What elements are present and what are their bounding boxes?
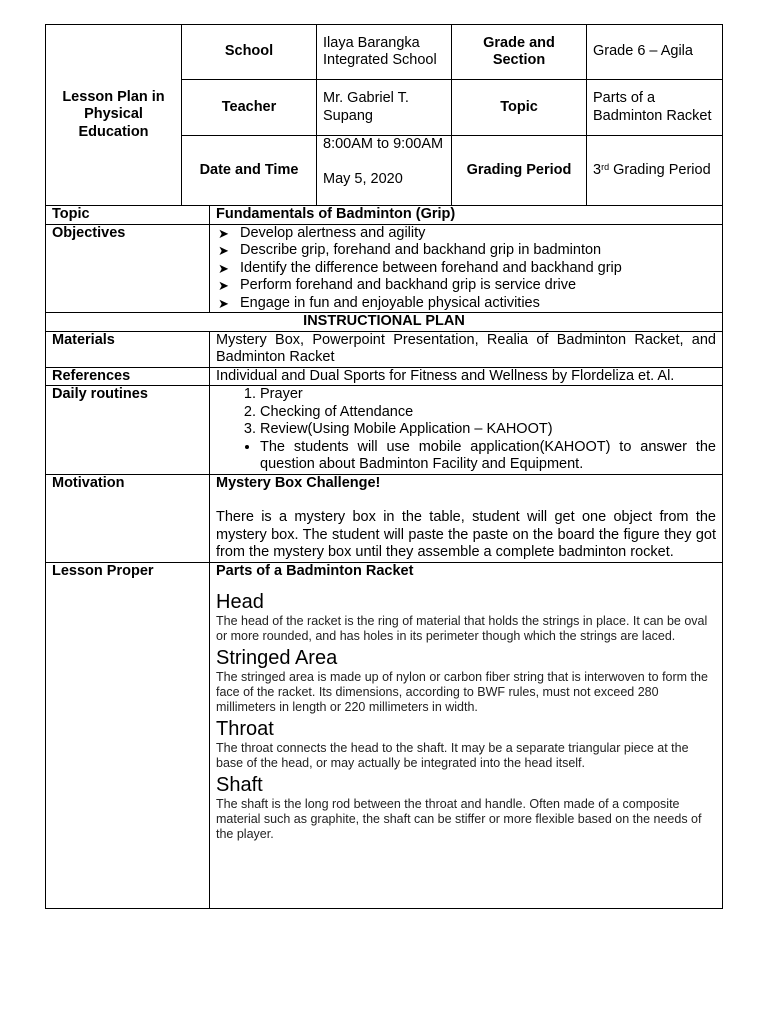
- lesson-body-table: [45, 205, 723, 909]
- teacher-value: Mr. Gabriel T. Supang: [317, 80, 452, 136]
- objectives-label: Objectives: [46, 224, 210, 313]
- motivation-title: Mystery Box Challenge!: [216, 474, 381, 491]
- objective-item: ➤ Perform forehand and backhand grip is service drive: [218, 277, 577, 293]
- references-label: References: [46, 367, 210, 386]
- date-time-value: [317, 136, 452, 206]
- grade-section-value: Grade 6 – Agila: [587, 25, 723, 80]
- daily-routines-cell: [210, 386, 723, 475]
- teacher-label: Teacher: [182, 80, 317, 136]
- time-value: 8:00AM to 9:00AM: [323, 136, 444, 152]
- school-label: School: [182, 25, 317, 80]
- section-text-throat: The throat connects the head to the shaft. It may be a separate triangular piece at the base of the head, or may actually be integrated into the head itself.: [216, 741, 689, 770]
- topic-value-header: Parts of a Badminton Racket: [587, 80, 723, 136]
- routines-note-list: [216, 439, 716, 474]
- arrow-bullet-icon: ➤: [218, 295, 229, 311]
- objective-item: ➤ Engage in fun and enjoyable physical activities: [218, 294, 540, 311]
- section-text-shaft: The shaft is the long rod between the throat and handle. Often made of a composite material such as graphite, the shaft can be stiffer or more flexible based on the needs of the player.: [216, 797, 702, 841]
- section-heading-throat: Throat: [216, 718, 274, 740]
- routines-list: [216, 386, 716, 439]
- routine-item: 2. Checking of Attendance: [260, 404, 716, 422]
- date-value: May 5, 2020: [323, 170, 403, 187]
- grade-section-label: Grade and Section: [452, 25, 587, 80]
- routines-note: • The students will use mobile application(KAHOOT) to answer the question about Badminton Facility and Equipment.: [260, 439, 716, 474]
- references-value: Individual and Dual Sports for Fitness and Wellness by Flordeliza et. Al.: [210, 367, 723, 386]
- arrow-bullet-icon: ➤: [218, 243, 229, 258]
- topic-label: Topic: [46, 206, 210, 225]
- lesson-plan-title: Lesson Plan in Physical Education: [46, 25, 182, 206]
- materials-value: Mystery Box, Powerpoint Presentation, Realia of Badminton Racket, and Badminton Racket: [210, 331, 723, 367]
- section-heading-head: Head: [216, 591, 264, 613]
- objective-item: ➤ Describe grip, forehand and backhand grip in badminton: [218, 242, 602, 258]
- header-table: [45, 24, 723, 206]
- topic-value: Fundamentals of Badminton (Grip): [210, 206, 723, 225]
- routine-item: 3. Review(Using Mobile Application – KAHOOT): [260, 421, 716, 439]
- objective-item: ➤ Identify the difference between forehand and backhand grip: [218, 259, 622, 276]
- arrow-bullet-icon: ➤: [218, 225, 229, 241]
- lesson-title: Parts of a Badminton Racket: [216, 562, 414, 579]
- materials-label: Materials: [46, 331, 210, 367]
- topic-label-header: Topic: [452, 80, 587, 136]
- motivation-label: Motivation: [46, 474, 210, 562]
- motivation-text: There is a mystery box in the table, student will get one object from the mystery box. The student will paste the paste on the board the figure they got from the mystery box until they assemble a complete badminton rocket.: [216, 509, 716, 560]
- arrow-bullet-icon: ➤: [218, 278, 229, 293]
- routine-item: 1. Prayer: [260, 386, 716, 404]
- school-value: Ilaya Barangka Integrated School: [317, 25, 452, 80]
- section-heading-shaft: Shaft: [216, 774, 263, 796]
- daily-routines-label: Daily routines: [46, 386, 210, 475]
- section-heading-stringed-area: Stringed Area: [216, 647, 338, 669]
- instructional-plan-heading: INSTRUCTIONAL PLAN: [46, 313, 723, 332]
- objective-item: ➤ Develop alertness and agility: [218, 224, 426, 241]
- lesson-proper-cell: [210, 562, 723, 908]
- lesson-proper-label: Lesson Proper: [46, 562, 210, 908]
- grading-period-value: 3rd Grading Period: [587, 136, 723, 206]
- section-text-head: The head of the racket is the ring of material that holds the strings in place. It can be oval or more rounded, and has holes in its perimeter though which the strings are laced.: [216, 614, 708, 643]
- section-text-stringed-area: The stringed area is made up of nylon or carbon fiber string that is interwoven to form the face of the racket. Its dimensions, according to BWF rules, must not exceed 280 millimeters in length or 220 millimeters in width.: [216, 670, 708, 714]
- date-time-label: Date and Time: [182, 136, 317, 206]
- arrow-bullet-icon: ➤: [218, 260, 229, 276]
- objectives-list: [216, 225, 716, 313]
- motivation-cell: [210, 474, 723, 562]
- objectives-cell: [210, 224, 723, 313]
- grading-period-label: Grading Period: [452, 136, 587, 206]
